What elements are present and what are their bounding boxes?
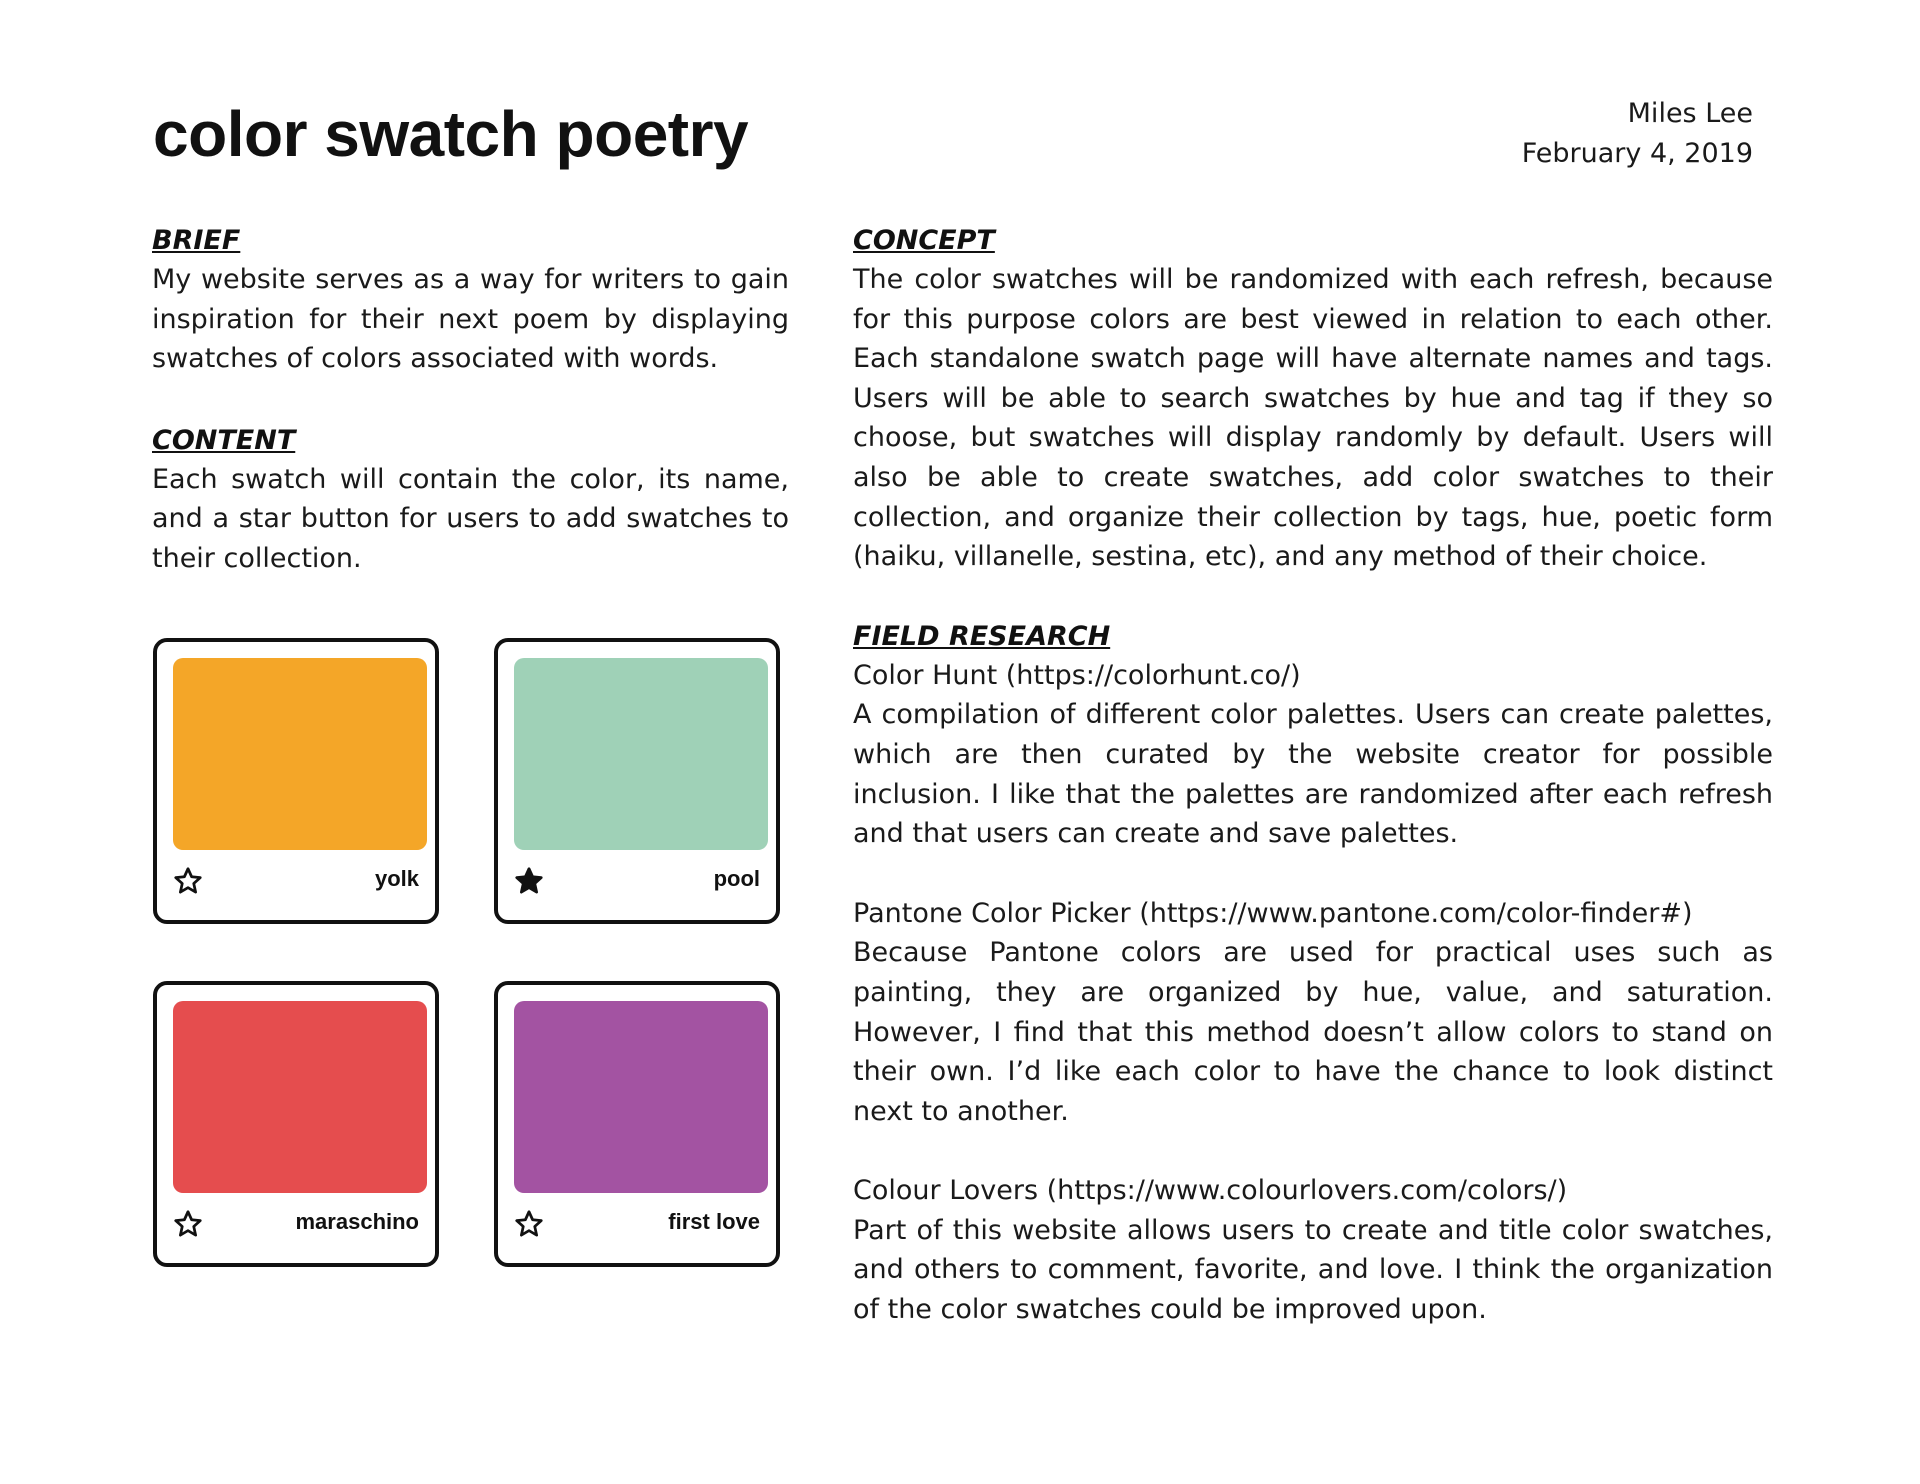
content-heading: CONTENT	[152, 424, 296, 456]
swatch-color	[514, 1001, 768, 1193]
swatch-name: maraschino	[295, 1209, 419, 1234]
swatch-color	[173, 1001, 427, 1193]
content-text: Each swatch will contain the color, its name, and a star button for users to add swatches to their collection.	[152, 463, 789, 574]
swatch-color	[514, 658, 768, 850]
swatch-name: pool	[713, 866, 760, 891]
research-entry-title: Pantone Color Picker (https://www.pantone.com/color-finder#)	[853, 897, 1693, 929]
brief-text: My website serves as a way for writers to gain inspiration for their next poem by displaying swatches of colors associated with words.	[152, 264, 789, 375]
swatch-card-pool[interactable]	[494, 638, 780, 924]
concept-section	[853, 222, 1773, 577]
swatch-card-yolk[interactable]	[153, 638, 439, 924]
research-entry-text: Part of this website allows users to create and title color swatches, and others to comment, favorite, and love. I think the organization of the color swatches could be improved upon.	[853, 1214, 1773, 1326]
swatch-name: first love	[668, 1209, 760, 1234]
star-outline-icon[interactable]	[173, 1209, 203, 1239]
content-section	[152, 422, 789, 579]
page-title: color swatch poetry	[153, 98, 749, 170]
author-block	[1522, 94, 1753, 174]
document-date: February 4, 2019	[1521, 138, 1753, 169]
star-outline-icon[interactable]	[173, 866, 203, 896]
swatch-card-first-love[interactable]	[494, 981, 780, 1267]
swatch-card-maraschino[interactable]	[153, 981, 439, 1267]
field-research-heading: FIELD RESEARCH	[853, 620, 1111, 652]
star-outline-icon[interactable]	[514, 1209, 544, 1239]
research-entry-title: Color Hunt (https://colorhunt.co/)	[853, 659, 1301, 691]
research-entry-text: A compilation of different color palettes. Users can create palettes, which are then curated by the website creator for possible inclusion. I like that the palettes are randomized after each refresh and that users can create and save palettes.	[853, 699, 1773, 850]
research-entry-text: Because Pantone colors are used for practical uses such as painting, they are organized by hue, value, and saturation. However, I find that this method doesn’t allow colors to stand on their own. I’d like each color to have the chance to look distinct next to another.	[853, 937, 1773, 1127]
research-entry-title: Colour Lovers (https://www.colourlovers.com/colors/)	[853, 1175, 1568, 1207]
field-research-section	[853, 618, 1773, 1330]
left-column	[152, 222, 789, 579]
star-filled-icon[interactable]	[514, 866, 544, 896]
right-column	[853, 222, 1773, 1326]
concept-heading: CONCEPT	[853, 225, 995, 256]
swatch-name: yolk	[374, 866, 419, 891]
brief-heading: BRIEF	[152, 225, 241, 256]
swatch-color	[173, 658, 427, 850]
brief-section	[152, 222, 789, 379]
concept-text: The color swatches will be randomized with each refresh, because for this purpose colors are best viewed in relation to each other. Each standalone swatch page will have alternate names and tags. Users will be able to search swatches by hue and tag if they so choose, but swatches will display randomly by default. Users will also be able to create swatches, add color swatches to their collection, and organize their collection by tags, hue, poetic form (haiku, villanelle, sestina, etc), and any method of their choice.	[853, 264, 1773, 573]
author-name: Miles Lee	[1627, 98, 1753, 129]
